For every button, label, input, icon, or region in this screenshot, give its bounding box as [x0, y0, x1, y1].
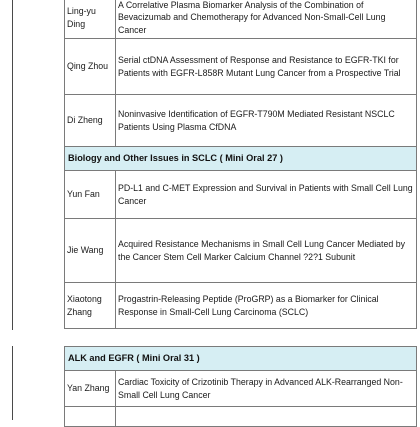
table-row	[65, 171, 417, 219]
section-header-row	[65, 147, 417, 171]
title-cell: Serial ctDNA Assessment of Response and Resistance to EGFR-TKI for Patients with EGFR-L858R Mutant Lung Cancer from a Prospective Trial	[116, 39, 417, 95]
table-row	[65, 219, 417, 283]
table-row	[65, 0, 417, 39]
title-cell	[116, 407, 417, 427]
table-row	[65, 283, 417, 329]
table-row	[65, 39, 417, 95]
author-cell: Yun Fan	[65, 171, 116, 219]
title-cell: A Correlative Plasma Biomarker Analysis of the Combination of Bevacizumab and Chemotherapy for Advanced Non-Small-Cell Lung Cancer	[116, 0, 417, 39]
page-gap	[0, 332, 420, 344]
title-cell: Noninvasive Identification of EGFR-T790M Mediated Resistant NSCLC Patients Using Plasma CfDNA	[116, 95, 417, 147]
page-left-border	[12, 0, 13, 330]
title-cell: Progastrin-Releasing Peptide (ProGRP) as a Biomarker for Clinical Response in Small-Cell Lung Carcinoma (SCLC)	[116, 283, 417, 329]
author-cell: Ling-yu Ding	[65, 0, 116, 39]
section-title: Biology and Other Issues in SCLC ( Mini Oral 27 )	[65, 147, 417, 171]
author-cell: Qing Zhou	[65, 39, 116, 95]
table-row	[65, 95, 417, 147]
table-row	[65, 407, 417, 427]
title-cell: Cardiac Toxicity of Crizotinib Therapy in Advanced ALK-Rearranged Non-Small Cell Lung Cancer	[116, 371, 417, 407]
page-left-border-lower	[12, 346, 13, 420]
section-header-row	[65, 347, 417, 371]
sessions-table-upper	[64, 0, 417, 329]
section-title: ALK and EGFR ( Mini Oral 31 )	[65, 347, 417, 371]
author-cell: Jie Wang	[65, 219, 116, 283]
author-cell: Yan Zhang	[65, 371, 116, 407]
author-cell	[65, 407, 116, 427]
table-row	[65, 371, 417, 407]
author-cell: Di Zheng	[65, 95, 116, 147]
author-cell: Xiaotong Zhang	[65, 283, 116, 329]
sessions-table-lower	[64, 346, 417, 427]
title-cell: PD-L1 and C-MET Expression and Survival in Patients with Small Cell Lung Cancer	[116, 171, 417, 219]
title-cell: Acquired Resistance Mechanisms in Small Cell Lung Cancer Mediated by the Cancer Stem Cell Marker Calcium Channel ?2?1 Subunit	[116, 219, 417, 283]
